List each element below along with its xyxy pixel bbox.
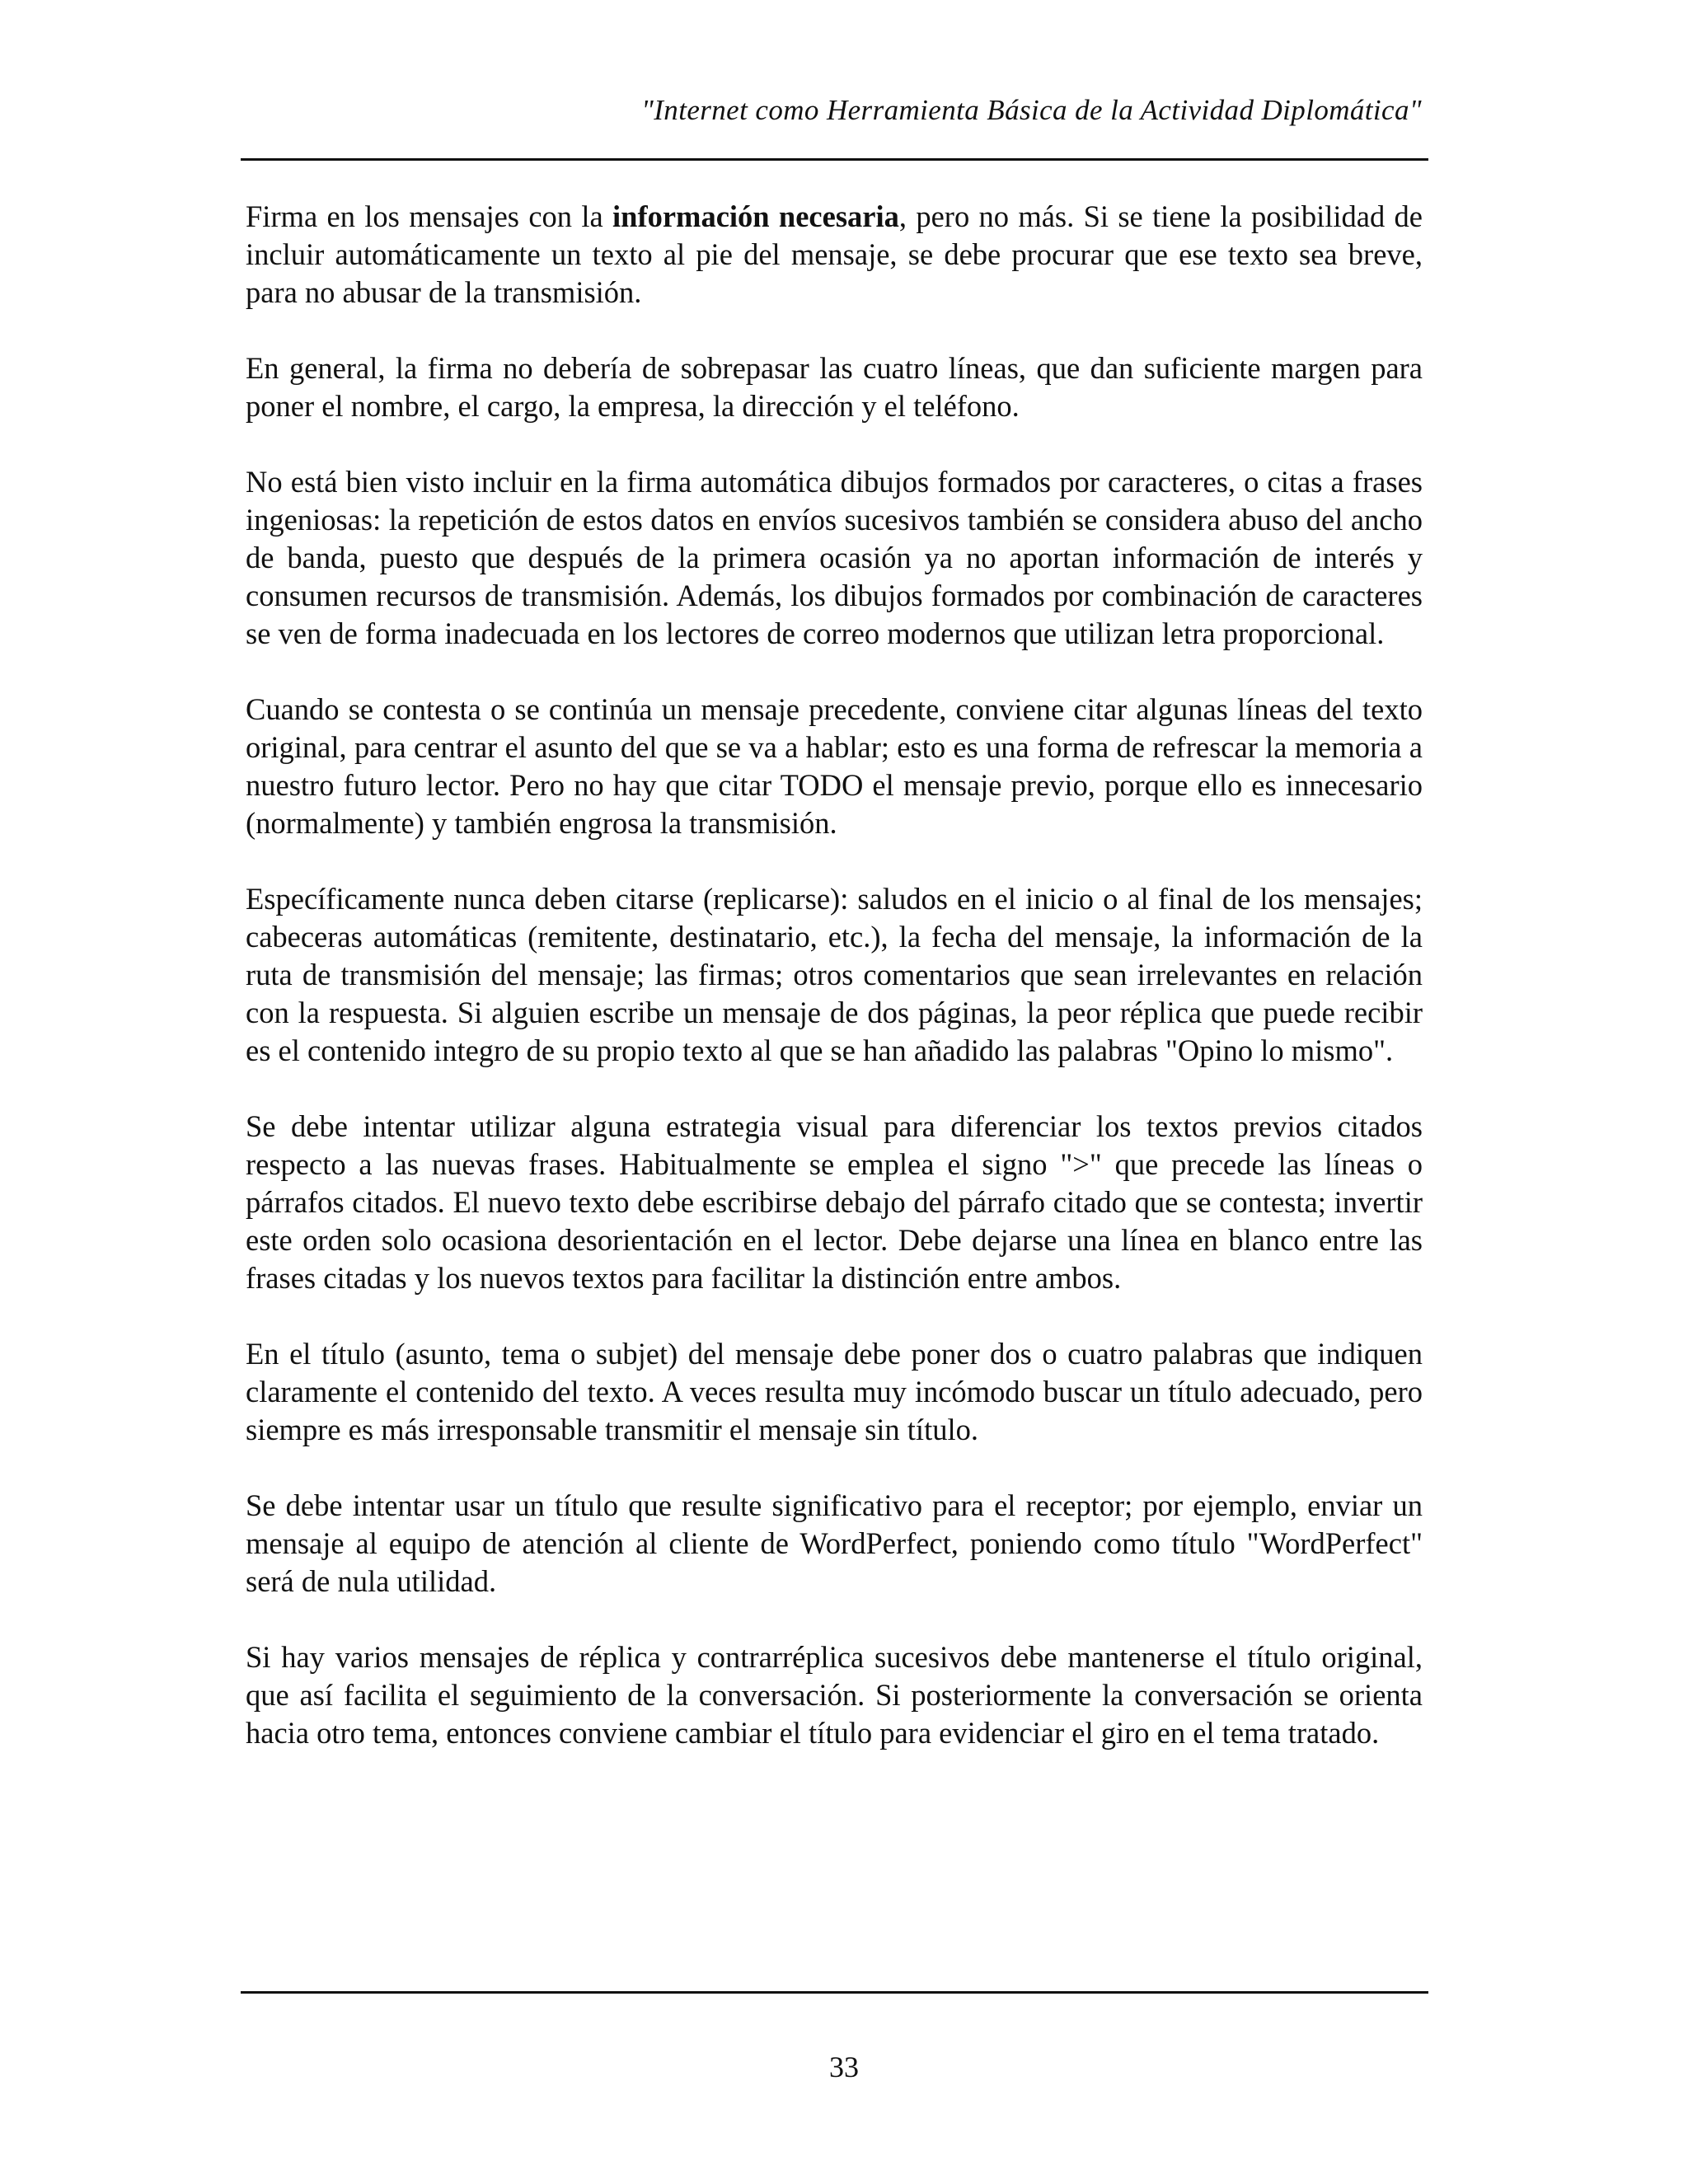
- paragraph-meaningful-title: Se debe intentar usar un título que resulte significativo para el receptor; por ejemplo, enviar un mensaje al equipo de atención al cliente de WordPerfect, poniendo como título "WordPerfect" será de nula utilidad.: [246, 1488, 1423, 1598]
- page-body: [246, 198, 1423, 1790]
- paragraph-quoting: Cuando se contesta o se continúa un mensaje precedente, conviene citar algunas líneas del texto original, para centrar el asunto del que se va a hablar; esto es una forma de refrescar la memoria a nuestro futuro lector. Pero no hay que citar TODO el mensaje previo, porque ello es innecesario (normalmente) y también engrosa la transmisión.: [246, 692, 1423, 840]
- paragraph-signature-info: [246, 198, 1423, 312]
- paragraph-visual-strategy: Se debe intentar utilizar alguna estrategia visual para diferenciar los textos previos citados respecto a las nuevas frases. Habitualmente se emplea el signo ">" que precede las líneas o párrafos citados. El nuevo texto debe escribirse debajo del párrafo citado que se contesta; invertir este orden solo ocasiona desorientación en el lector. Debe dejarse una línea en blanco entre las frases citadas y los nuevos textos para facilitar la distinción entre ambos.: [246, 1109, 1423, 1295]
- paragraph-signature-length: En general, la firma no debería de sobrepasar las cuatro líneas, que dan suficiente margen para poner el nombre, el cargo, la empresa, la dirección y el teléfono.: [246, 351, 1423, 423]
- paragraph-text: Firma en los mensajes con la: [246, 199, 613, 233]
- footer-rule: [241, 1991, 1428, 1994]
- paragraph-signature-drawings: No está bien visto incluir en la firma automática dibujos formados por caracteres, o citas a frases ingeniosas: la repetición de estos datos en envíos sucesivos también se considera abuso del ancho de banda, puesto que después de la primera ocasión ya no aportan información de interés y consumen recursos de transmisión. Además, los dibujos formados por combinación de caracteres se ven de forma inadecuada en los lectores de correo modernos que utilizan letra proporcional.: [246, 465, 1423, 650]
- paragraph-what-not-to-quote: Específicamente nunca deben citarse (replicarse): saludos en el inicio o al final de los mensajes; cabeceras automáticas (remitente, destinatario, etc.), la fecha del mensaje, la información de la ruta de transmisión del mensaje; las firmas; otros comentarios que sean irrelevantes en relación con la respuesta. Si alguien escribe un mensaje de dos páginas, la peor réplica que puede recibir es el contenido integro de su propio texto al que se han añadido las palabras "Opino lo mismo".: [246, 882, 1423, 1067]
- page-number: 33: [829, 2050, 859, 2083]
- paragraph-keep-title: Si hay varios mensajes de réplica y contrarréplica sucesivos debe mantenerse el título original, que así facilita el seguimiento de la conversación. Si posteriormente la conversación se orienta hacia otro tema, entonces conviene cambiar el título para evidenciar el giro en el tema tratado.: [246, 1640, 1423, 1750]
- header-rule: [241, 158, 1428, 161]
- bold-phrase: información necesaria: [612, 199, 899, 233]
- paragraph-subject-title: En el título (asunto, tema o subjet) del mensaje debe poner dos o cuatro palabras que indiquen claramente el contenido del texto. A veces resulta muy incómodo buscar un título adecuado, pero siempre es más irresponsable transmitir el mensaje sin título.: [246, 1337, 1423, 1446]
- paragraph-text: , pero no más. Si se tiene la posibilidad de incluir automáticamente un texto al pie del mensaje, se debe procurar que ese texto sea breve, para no abusar de la transmisión.: [246, 199, 1423, 309]
- running-header: "Internet como Herramienta Básica de la Actividad Diplomática": [641, 94, 1422, 126]
